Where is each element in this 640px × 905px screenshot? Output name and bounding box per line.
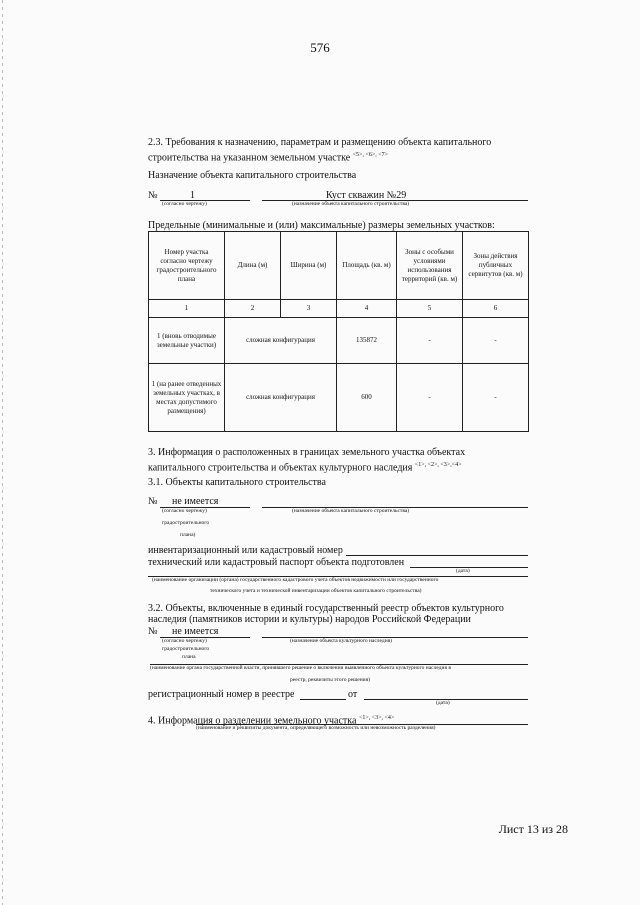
scan-edge xyxy=(2,0,3,905)
note-organization: (наименование организации (органа) государственного кадастрового учета объектов недвижимости или государственного xyxy=(152,577,439,583)
note-drawing: (согласно чертежу) xyxy=(162,508,207,514)
plots-table xyxy=(148,231,529,432)
row-area: 600 xyxy=(337,364,397,432)
note-plan: градостроительного xyxy=(162,520,210,526)
header-area: Площадь (кв. м) xyxy=(337,232,397,300)
row-zones: - xyxy=(397,318,463,364)
col-number: 5 xyxy=(397,300,463,318)
table-row xyxy=(149,364,529,432)
header-plot-number: Номер участка согласно чертежу градостроительного плана xyxy=(149,232,225,300)
section-3-2-heading-line1: 3.2. Объекты, включенные в единый государственный реестр объектов культурного xyxy=(148,603,504,614)
registry-number-line xyxy=(300,699,346,700)
number-symbol: № xyxy=(148,496,158,507)
table-header-row xyxy=(149,232,529,300)
note-organization: технического учета и технической инвентаризации объектов капитального строительства) xyxy=(210,588,422,594)
col-number: 6 xyxy=(463,300,529,318)
section-2-3-heading-line2: строительства на указанном земельном участке $^{<5>, <6>, <7>}$ xyxy=(148,152,388,164)
number-symbol: № xyxy=(148,190,158,201)
object-number: 1 xyxy=(190,190,195,201)
sheet-counter: Лист 13 из 28 xyxy=(498,822,568,836)
note-documents: (наименование и реквизиты документа, определяющего возможность или невозможность разделения) xyxy=(196,725,436,731)
col-number: 2 xyxy=(225,300,281,318)
header-width: Ширина (м) xyxy=(281,232,337,300)
note-date: (дата) xyxy=(456,568,470,574)
note-purpose: (назначение объекта капитального строительства) xyxy=(292,508,410,514)
section-3-heading-line2: капитального строительства и объектах культурного наследия $^{<1>, <2>, <3>,<4>}$ xyxy=(148,462,462,474)
passport-label: технический или кадастровый паспорт объекта подготовлен xyxy=(148,557,405,568)
table-row xyxy=(149,318,529,364)
section-4-heading: 4. Информация о разделении земельного участка $^{<1>, <3>, <4>}$ xyxy=(148,715,395,727)
inventory-label: инвентаризационный или кадастровый номер xyxy=(148,545,343,556)
section-2-3-heading-line1: 2.3. Требования к назначению, параметрам и размещению объекта капитального xyxy=(148,137,492,148)
note-drawing: (согласно чертежу) xyxy=(162,201,207,207)
note-plan: плана xyxy=(182,654,196,660)
header-servitudes: Зоны действия публичных сервитутов (кв. м) xyxy=(463,232,529,300)
inventory-number-line xyxy=(346,555,528,556)
value-none: не имеется xyxy=(172,496,219,507)
registry-number-label: регистрационный номер в реестре xyxy=(148,689,295,700)
col-number: 4 xyxy=(337,300,397,318)
header-length: Длина (м) xyxy=(225,232,281,300)
number-symbol: № xyxy=(148,626,158,637)
footnote-refs: <1>, <2>, <3>,<4> xyxy=(414,462,462,468)
subsection-3-1: 3.1. Объекты капитального строительства xyxy=(148,477,326,488)
row-dimensions: сложная конфигурация xyxy=(225,318,337,364)
from-label: от xyxy=(348,689,358,700)
row-plot-name: 1 (вновь отводимые земельные участки) xyxy=(149,318,225,364)
row-plot-name: 1 (на ранее отведенных земельных участках, в местах допустимого размещения) xyxy=(149,364,225,432)
col-number: 3 xyxy=(281,300,337,318)
footnote-refs: <5>, <6>, <7> xyxy=(352,152,388,158)
note-purpose: (назначение объекта культурного наследия) xyxy=(290,638,393,644)
page-number: 576 xyxy=(310,40,330,55)
note-registry: реестр, реквизиты этого решения) xyxy=(290,677,370,683)
object-name: Куст скважин №29 xyxy=(326,190,407,201)
row-dimensions: сложная конфигурация xyxy=(225,364,337,432)
row-area: 135872 xyxy=(337,318,397,364)
note-purpose: (назначение объекта капитального строительства) xyxy=(292,201,410,207)
row-zones: - xyxy=(397,364,463,432)
note-authority: (наименование органа государственной власти, принявшего решение о включении выявленного объекта культурного наследия в xyxy=(150,665,451,671)
value-none: не имеется xyxy=(172,626,219,637)
footnote-refs: <1>, <3>, <4> xyxy=(358,715,395,721)
header-special-zones: Зоны с особыми условиями использования территорий (кв. м) xyxy=(397,232,463,300)
section-3-2-heading-line2: наследия (памятников истории и культуры) народов Российской Федерации xyxy=(148,614,471,625)
purpose-label: Назначение объекта капитального строительства xyxy=(148,170,357,181)
section-3-heading-line1: 3. Информация о расположенных в границах земельного участка объектах xyxy=(148,447,466,458)
table-column-numbers xyxy=(149,300,529,318)
note-plan: градостроительного xyxy=(162,646,210,652)
note-plan: плана) xyxy=(180,532,196,538)
limits-heading: Предельные (минимальные и (или) максимальные) размеры земельных участков: xyxy=(148,220,495,231)
note-drawing: (согласно чертежу) xyxy=(162,638,207,644)
note-date: (дата) xyxy=(436,700,450,706)
row-servitude: - xyxy=(463,364,529,432)
col-number: 1 xyxy=(149,300,225,318)
row-servitude: - xyxy=(463,318,529,364)
